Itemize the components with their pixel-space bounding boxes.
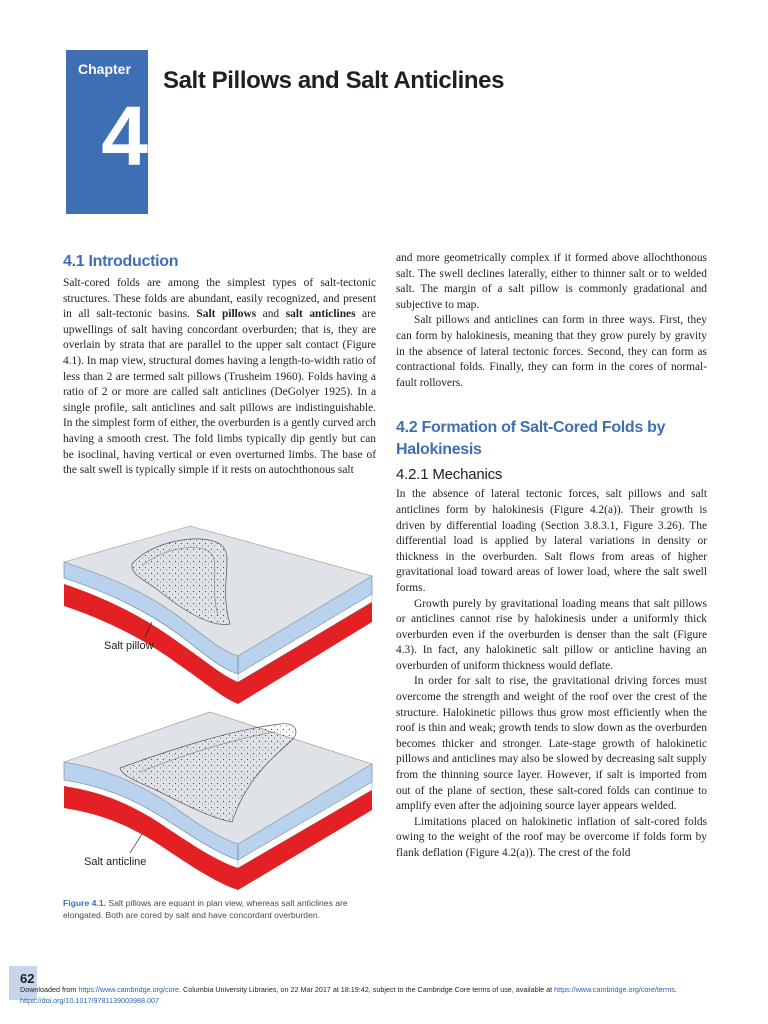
intro-text-run: Salt-cored folds are among the simplest types of salt-tectonic structures. These folds are abundant, easily recognized, and present in all salt-tectonic basins.	[63, 277, 376, 321]
intro-paragraph	[63, 276, 376, 479]
chapter-label: Chapter	[78, 61, 131, 77]
salt-pillow-block	[64, 526, 372, 704]
figure-caption	[63, 897, 381, 921]
notice-middle: . Columbia University Libraries, on 22 Mar 2017 at 18:19:42, subject to the Cambridge Core terms of use, available at	[179, 985, 555, 994]
mechanics-paragraph-4: Limitations placed on halokinetic inflation of salt-cored folds owing to the weight of the roof may be overcome if folds form by flank deflation (Figure 4.2(a)). The crest of the fold	[396, 815, 707, 859]
notice-prefix: Downloaded from	[20, 985, 79, 994]
intro-text-run: are upwellings of salt having concordant overburden; that is, they are overlain by strata that are parallel to the upper salt contact (Figure 4.1). In map view, structural domes having a length-to-width ratio of less than 2 are termed salt pillows (Trusheim 1960). Folds having a ratio of 2 or more are called salt anticlines (DeGolyer 1925). In a single profile, salt anticlines and salt pillows are indistinguishable. In the simplest form of either, the overburden is a gently curved arch having a smooth crest. The fold limbs typically dip gently but can be isoclinal, having vertical or even overturned limbs. The base of the salt swell is typically simple if it rests on autochthonous salt	[63, 308, 376, 477]
core-link[interactable]: https://www.cambridge.org/core	[78, 985, 180, 994]
intro-text-run: and	[256, 308, 286, 321]
left-column	[63, 251, 376, 479]
mechanics-paragraph-3: In order for salt to rise, the gravitational driving forces must overcome the strength and weight of the roof over the crest of the structure. Halokinetic pillows thus grow most efficiently when the roof is thin and weak; growth tends to slow down as the overburden becomes thicker and stronger. Late-stage growth of halokinetic pillows and anticlines may also be slowed by decreasing salt supply from the thinning source layer. However, if salt is imported from out of the plane of section, these salt-cored folds can continue to amplify even after the adjoining source layer appears welded.	[396, 675, 707, 813]
chapter-box	[66, 50, 148, 214]
chapter-title: Salt Pillows and Salt Anticlines	[163, 67, 505, 94]
download-notice	[20, 985, 755, 1006]
figure-caption-text: Salt pillows are equant in plan view, whereas salt anticlines are elongated. Both are cored by salt and have concordant overburden.	[63, 898, 348, 920]
label-salt-pillow: Salt pillow	[104, 640, 154, 652]
page-number: 62	[20, 971, 35, 986]
right-paragraph-continued: and more geometrically complex if it formed above allochthonous salt. The swell declines laterally, either to thinner salt or to welded salt. The margin of a salt pillow is commonly gradational and subjective to map.	[396, 252, 707, 311]
doi-link[interactable]: https://doi.org/10.1017/9781139003988.007	[20, 995, 159, 1005]
label-salt-anticline: Salt anticline	[84, 856, 147, 868]
mechanics-paragraph-1: In the absence of lateral tectonic forces, salt pillows and salt anticlines form by halokinesis (Figure 4.2(a)). Their growth is driven by differential loading (Section 3.8.3.1, Figure 3.26). The differential load is applied by lateral variations in density or thickness in the overburden. Salt flows from areas of higher gravitational load toward areas of lower load, where the salt swell forms.	[396, 488, 707, 594]
key-term: Salt pillows	[196, 308, 257, 321]
mechanics-paragraph-2: Growth purely by gravitational loading means that salt pillows or anticlines cannot rise by halokinesis under a uniformly thick overburden even if the overburden is denser than the salt (Figure 4.3). In fact, any halokinetic salt pillow or anticline having an overburden of uniform thickness would deflate.	[396, 597, 707, 672]
section-heading-introduction: 4.1 Introduction	[63, 253, 179, 270]
salt-fold-block-diagrams	[60, 524, 380, 894]
section-heading-formation: 4.2 Formation of Salt-Cored Folds by Halokinesis	[396, 419, 666, 459]
notice-suffix: .	[674, 985, 677, 994]
subsection-heading-mechanics: 4.2.1 Mechanics	[396, 466, 503, 484]
chapter-number: 4	[101, 89, 148, 183]
right-paragraph-three-ways: Salt pillows and anticlines can form in three ways. First, they can form by halokinesis, meaning that they grow purely by gravity in the absence of lateral tectonic forces. Second, they can form as contractional folds. Finally, they can form in the cores of normal-fault rollovers.	[396, 314, 707, 389]
figure-caption-label: Figure 4.1.	[63, 898, 106, 908]
terms-link[interactable]: https://www.cambridge.org/core/terms	[554, 985, 675, 994]
key-term: salt anticlines	[285, 308, 356, 321]
salt-anticline-block	[64, 712, 372, 890]
figure-4-1	[60, 524, 380, 894]
right-column	[396, 251, 707, 862]
